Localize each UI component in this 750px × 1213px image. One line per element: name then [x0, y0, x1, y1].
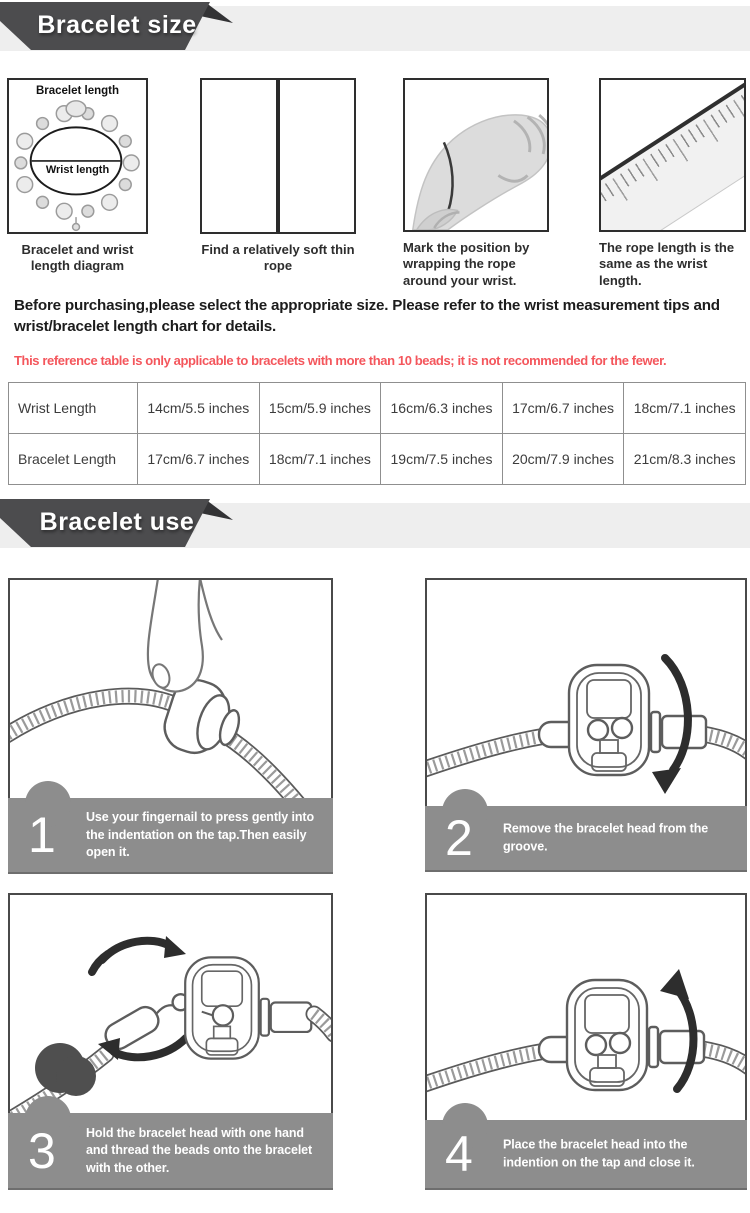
clasp-head [185, 957, 311, 1058]
step-number: 2 [445, 810, 473, 866]
measure-panel-ruler [599, 78, 746, 289]
section-title-size: Bracelet size [37, 11, 197, 39]
bracelet-length-label: Bracelet length [35, 85, 120, 97]
measure-caption-1: Bracelet and wrist length diagram [21, 242, 134, 274]
step-3-caption-bar [8, 1113, 333, 1190]
use-step-1 [8, 570, 333, 872]
step-text: Remove the bracelet head from the groove. [503, 821, 709, 853]
measure-panel-diagram [7, 78, 148, 275]
rope-image [200, 78, 356, 234]
row-label: Bracelet Length [9, 434, 138, 485]
table-row-wrist [9, 383, 746, 434]
step-4-caption-bar [425, 1120, 747, 1190]
measure-caption-4: The rope length is the same as the wrist length. [599, 240, 735, 288]
wrist-length-label: Wrist length [45, 164, 110, 176]
measure-caption-2: Find a relatively soft thin rope [201, 242, 355, 274]
size-table [8, 382, 746, 485]
table-row-bracelet [9, 434, 746, 485]
use-step-2 [425, 570, 747, 872]
step-2-caption-bar [425, 806, 747, 872]
finger [148, 580, 222, 691]
curved-arrow-up-icon [660, 969, 694, 1089]
section-title-use: Bracelet use [39, 508, 195, 536]
use-step-3 [8, 885, 333, 1188]
table-cell: 18cm/7.1 inches [624, 383, 746, 434]
table-cell: 18cm/7.1 inches [259, 434, 381, 485]
step-number: 3 [28, 1122, 56, 1179]
step-text: Use your fingernail to press gently into the indentation on the tap.Then easily open it. [86, 809, 314, 859]
table-cell: 14cm/5.5 inches [138, 383, 260, 434]
use-step-4 [425, 885, 747, 1188]
measure-panel-wrap [403, 78, 549, 289]
bracelet-size-header [0, 0, 750, 56]
measure-panel-rope [200, 78, 356, 275]
table-cell: 17cm/6.7 inches [502, 383, 624, 434]
wrist-wrap-image [403, 78, 549, 232]
intro-text: Before purchasing,please select the appropriate size. Please refer to the wrist measurement tips and wrist/bracelet length chart for details. [14, 297, 720, 335]
step-1-caption-bar [8, 798, 333, 874]
step-text: Hold the bracelet head with one hand and thread the beads onto the bracelet with the other. [86, 1125, 313, 1175]
table-cell: 15cm/5.9 inches [259, 383, 381, 434]
bracelet-diagram-image [7, 78, 148, 234]
measure-caption-3: Mark the position by wrapping the rope around your wrist. [403, 240, 530, 288]
table-cell: 19cm/7.5 inches [381, 434, 503, 485]
row-label: Wrist Length [9, 383, 138, 434]
bracelet-use-header [0, 497, 750, 553]
rope-line [276, 80, 280, 232]
step-number: 4 [445, 1126, 473, 1182]
warning-text: This reference table is only applicable to bracelets with more than 10 beads; it is not recommended for the fewer. [14, 353, 667, 368]
step-text: Place the bracelet head into the indention on the tap and close it. [503, 1137, 695, 1169]
table-cell: 17cm/6.7 inches [138, 434, 260, 485]
table-cell: 21cm/8.3 inches [624, 434, 746, 485]
ruler-image [599, 78, 746, 232]
table-cell: 20cm/7.9 inches [502, 434, 624, 485]
ruler-band [599, 78, 746, 232]
step-number: 1 [28, 807, 56, 863]
table-cell: 16cm/6.3 inches [381, 383, 503, 434]
